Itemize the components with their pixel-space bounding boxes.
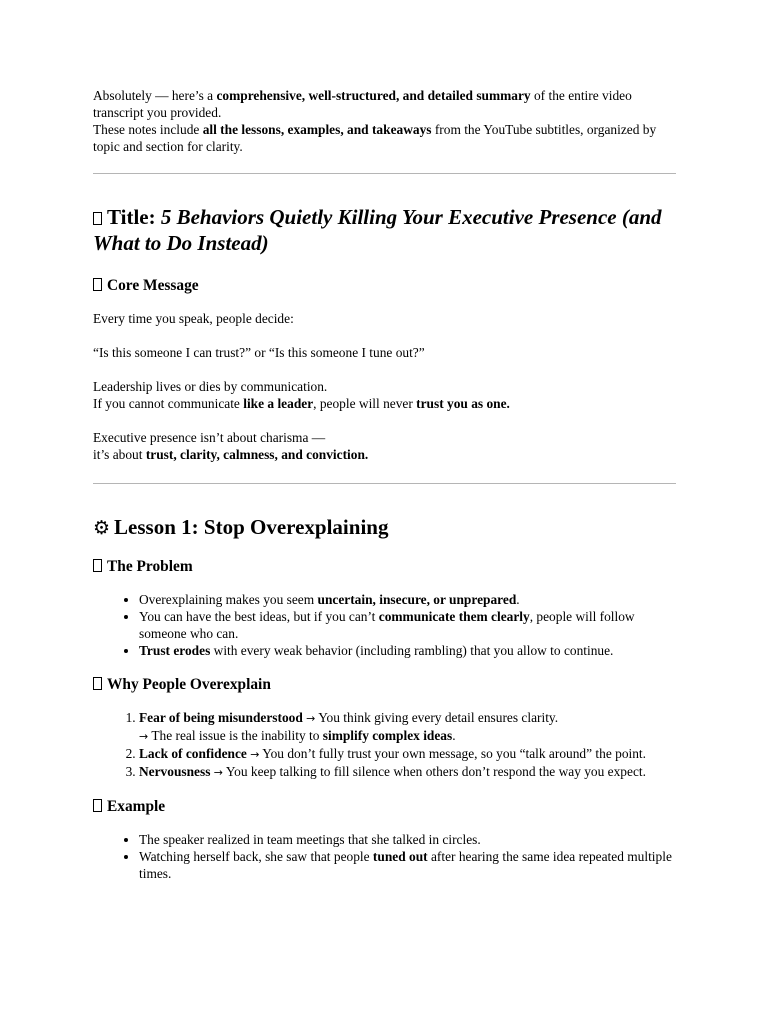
item-bold: communicate them clearly xyxy=(378,609,530,624)
item-text: . xyxy=(452,728,456,743)
example-heading xyxy=(93,797,676,817)
core-text: Executive presence isn’t about charisma — xyxy=(93,430,326,445)
core-paragraph: “Is this someone I can trust?” or “Is this someone I tune out?” xyxy=(93,345,425,360)
item-bold: Fear of being misunderstood xyxy=(139,710,303,725)
core-bold: like a leader xyxy=(243,396,314,411)
list-item xyxy=(139,709,676,745)
core-bold: trust, clarity, calmness, and conviction. xyxy=(145,447,369,462)
missing-glyph-icon xyxy=(93,212,102,225)
divider xyxy=(93,173,676,174)
title-prefix: Title: xyxy=(107,205,161,229)
why-heading xyxy=(93,675,676,695)
item-bold: uncertain, insecure, or unprepared xyxy=(317,592,517,607)
core-paragraph xyxy=(93,429,676,463)
core-text: it’s about xyxy=(93,447,146,462)
item-text: You think giving every detail ensures clarity. xyxy=(315,710,559,725)
heading-text: Why People Overexplain xyxy=(107,676,271,693)
list-item xyxy=(139,831,676,848)
heading-text: The Problem xyxy=(107,558,193,575)
core-text: If you cannot communicate xyxy=(93,396,244,411)
list-item xyxy=(139,591,676,608)
core-bold: trust you as one. xyxy=(416,396,510,411)
core-paragraph xyxy=(93,378,676,412)
item-text: You don’t fully trust your own message, so you “talk around” the point. xyxy=(259,746,646,761)
missing-glyph-icon xyxy=(93,559,102,572)
core-text: Leadership lives or dies by communication. xyxy=(93,379,328,394)
document-page xyxy=(93,87,676,882)
arrow-icon: → xyxy=(139,730,149,743)
intro-bold: comprehensive, well-structured, and detailed summary xyxy=(216,88,531,103)
item-bold: tuned out xyxy=(372,849,428,864)
item-bold: Trust erodes xyxy=(139,643,211,658)
intro-text: of the entire video transcript you provided. xyxy=(93,88,632,120)
gear-icon: ⚙ xyxy=(93,517,111,539)
document-title xyxy=(93,204,676,256)
item-bold: simplify complex ideas xyxy=(322,728,453,743)
core-paragraph: Every time you speak, people decide: xyxy=(93,311,294,326)
missing-glyph-icon xyxy=(93,677,102,690)
item-text: . xyxy=(516,592,520,607)
intro-text: Absolutely — here’s a xyxy=(93,88,217,103)
list-item xyxy=(139,745,676,763)
intro-text: These notes include xyxy=(93,122,203,137)
heading-text: Lesson 1: Stop Overexplaining xyxy=(114,515,389,539)
arrow-icon: → xyxy=(250,748,260,761)
missing-glyph-icon xyxy=(93,799,102,812)
arrow-icon: → xyxy=(306,712,316,725)
divider xyxy=(93,483,676,484)
core-text: , people will never xyxy=(313,396,417,411)
item-text: Overexplaining makes you seem xyxy=(139,592,318,607)
item-text: , people will follow someone who can. xyxy=(139,609,635,641)
list-item xyxy=(139,608,676,642)
item-text: You can have the best ideas, but if you can’t xyxy=(139,609,379,624)
item-bold: Lack of confidence xyxy=(139,746,247,761)
heading-text: Core Message xyxy=(107,277,199,294)
item-text: The real issue is the inability to xyxy=(148,728,323,743)
intro-paragraph xyxy=(93,87,676,155)
lesson-1-title xyxy=(93,514,676,541)
item-text: The speaker realized in team meetings that she talked in circles. xyxy=(139,832,481,847)
item-text: with every weak behavior (including rambling) that you allow to continue. xyxy=(210,643,614,658)
example-list xyxy=(93,831,676,882)
list-item xyxy=(139,642,676,659)
missing-glyph-icon xyxy=(93,278,102,291)
arrow-icon: → xyxy=(213,766,223,779)
heading-text: Example xyxy=(107,798,166,815)
item-text: You keep talking to fill silence when others don’t respond the way you expect. xyxy=(223,764,646,779)
problem-heading xyxy=(93,557,676,577)
intro-bold: all the lessons, examples, and takeaways xyxy=(202,122,432,137)
why-list xyxy=(93,709,676,781)
list-item xyxy=(139,763,676,781)
core-message-heading xyxy=(93,276,676,296)
item-bold: Nervousness xyxy=(139,764,211,779)
intro-text: from the YouTube subtitles, organized by topic and section for clarity. xyxy=(93,122,657,154)
title-text: 5 Behaviors Quietly Killing Your Executive Presence (and What to Do Instead) xyxy=(93,205,662,255)
list-item xyxy=(139,848,676,882)
item-text: Watching herself back, she saw that people xyxy=(139,849,373,864)
item-text: after hearing the same idea repeated multiple times. xyxy=(139,849,672,881)
problem-list xyxy=(93,591,676,659)
